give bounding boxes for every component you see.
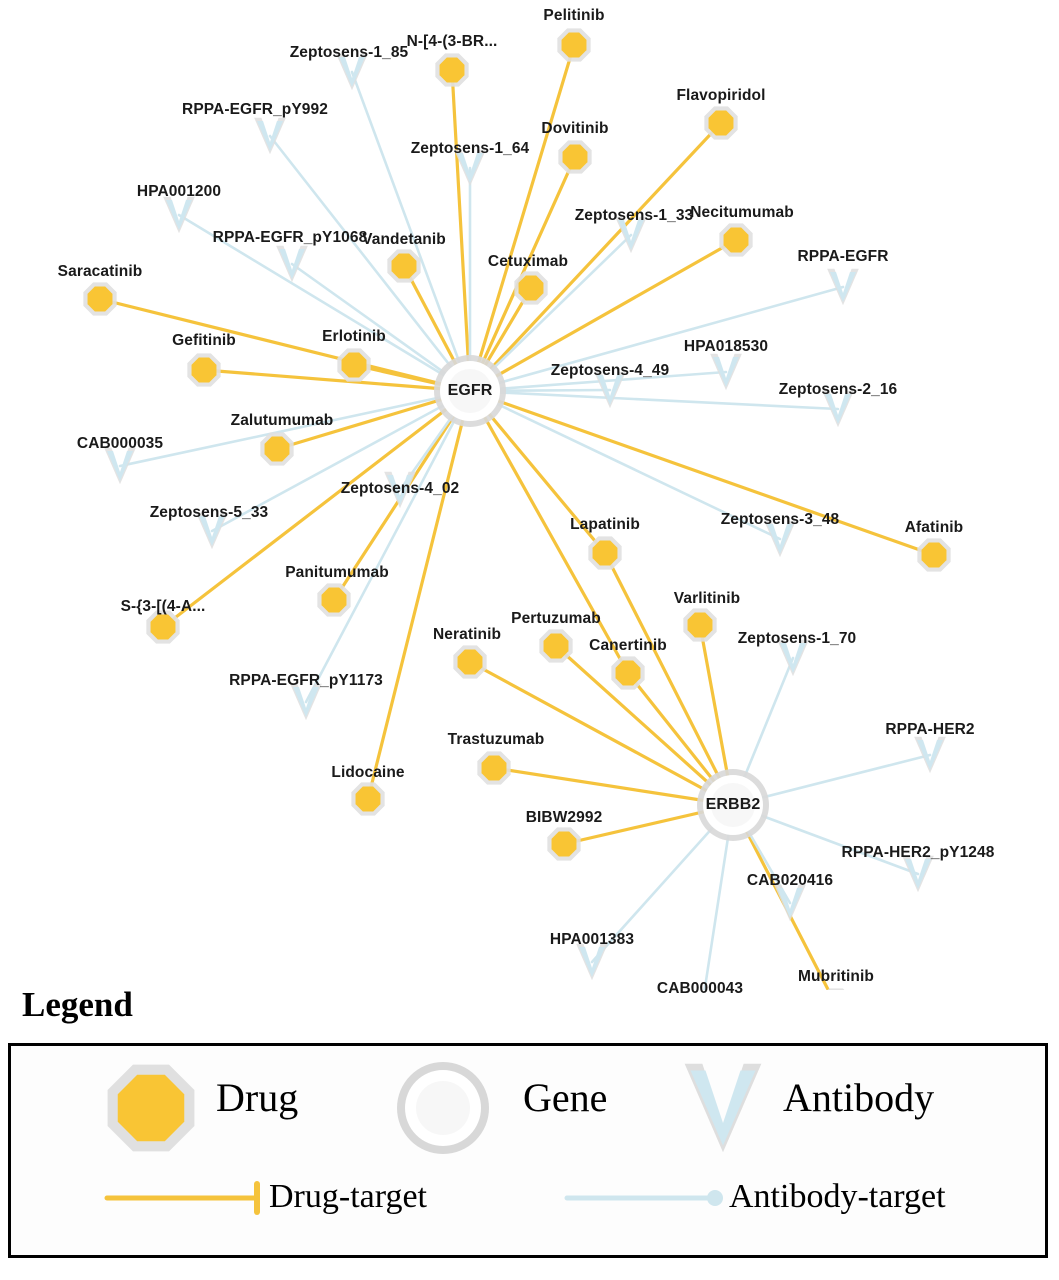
drug-node-label: Cetuximab <box>487 253 569 270</box>
drug-node[interactable] <box>611 656 644 689</box>
drug-node[interactable] <box>83 282 116 315</box>
drug-node[interactable] <box>453 645 486 678</box>
antibody-node-label: Zeptosens-3_48 <box>720 511 840 528</box>
drug-target-edge <box>452 70 470 391</box>
drug-node[interactable] <box>435 53 468 86</box>
antibody-node-label: Zeptosens-1_70 <box>737 630 857 647</box>
drug-node-label: Erlotinib <box>322 328 386 345</box>
drug-node-label: Pelitinib <box>543 7 605 24</box>
drug-node-label: Necitumumab <box>690 204 794 221</box>
legend-antibody-target-edge <box>567 1190 723 1206</box>
drug-node[interactable] <box>557 28 590 61</box>
drug-node[interactable] <box>477 751 510 784</box>
antibody-node-label: HPA018530 <box>683 338 769 355</box>
drug-node[interactable] <box>351 782 384 815</box>
drug-node-label: Zalutumumab <box>230 412 334 429</box>
antibody-node-label: RPPA-EGFR_pY992 <box>182 101 328 118</box>
drug-node-label: Mubritinib <box>798 968 874 985</box>
antibody-node-label: Zeptosens-5_33 <box>149 504 269 521</box>
legend-drug-icon <box>108 1065 195 1152</box>
legend-drug-target-edge <box>107 1184 257 1212</box>
drug-node[interactable] <box>317 583 350 616</box>
legend-gene-icon <box>397 1062 489 1154</box>
drug-node-label: Vandetanib <box>362 231 446 248</box>
drug-node[interactable] <box>558 140 591 173</box>
antibody-node-label: HPA001200 <box>136 183 222 200</box>
drug-node-label: Gefitinib <box>172 332 236 349</box>
drug-node-label: Canertinib <box>589 637 667 654</box>
antibody-node-label: RPPA-EGFR <box>797 248 889 265</box>
drug-node[interactable] <box>387 249 420 282</box>
legend-box <box>8 1043 1048 1258</box>
gene-node-label: ERBB2 <box>705 796 761 813</box>
drug-node-label: Saracatinib <box>57 263 143 280</box>
antibody-node-label: Zeptosens-4_02 <box>340 480 460 497</box>
antibody-node-label: CAB000043 <box>656 980 744 997</box>
antibody-node-label: HPA001383 <box>549 931 635 948</box>
antibody-node-label: CAB000035 <box>76 435 164 452</box>
drug-node[interactable] <box>539 629 572 662</box>
legend-label-gene: Gene <box>523 1075 608 1120</box>
drug-node-label: Panitumumab <box>285 564 389 581</box>
drug-node-label: S-{3-[(4-A... <box>120 598 206 615</box>
drug-node-label: Varlitinib <box>673 590 741 607</box>
legend-label-antibody: Antibody <box>783 1075 935 1120</box>
drug-node[interactable] <box>704 106 737 139</box>
antibody-node-label: RPPA-HER2 <box>885 721 975 738</box>
antibody-node-label: RPPA-EGFR_pY1068 <box>212 229 368 246</box>
drug-node[interactable] <box>337 348 370 381</box>
antibody-target-edge <box>306 391 470 702</box>
drug-node[interactable] <box>260 432 293 465</box>
antibody-node-label: CAB020416 <box>746 872 834 889</box>
legend <box>0 985 1059 1280</box>
legend-antibody-icon <box>685 1064 762 1153</box>
legend-label-antibody-target: Antibody-target <box>729 1178 946 1215</box>
drug-node[interactable] <box>917 538 950 571</box>
gene-node-label: EGFR <box>447 382 493 399</box>
antibody-node-label: Zeptosens-1_33 <box>574 207 694 224</box>
drug-node[interactable] <box>514 271 547 304</box>
drug-node[interactable] <box>547 827 580 860</box>
drug-node-label: Lidocaine <box>331 764 405 781</box>
antibody-node-label: RPPA-HER2_pY1248 <box>841 844 995 861</box>
antibody-node-label: RPPA-EGFR_pY1173 <box>229 672 383 689</box>
drug-node-label: BIBW2992 <box>525 809 603 826</box>
drug-node[interactable] <box>187 353 220 386</box>
antibody-node-label: Zeptosens-1_85 <box>289 44 409 61</box>
drug-node[interactable] <box>719 223 752 256</box>
antibody-node-label: Zeptosens-2_16 <box>778 381 898 398</box>
legend-title: Legend <box>22 985 133 1024</box>
drug-node-label: Neratinib <box>432 626 502 643</box>
legend-label-drug-target: Drug-target <box>269 1178 427 1215</box>
drug-node-label: Flavopiridol <box>676 87 766 104</box>
drug-node-label: Trastuzumab <box>447 731 545 748</box>
drug-node[interactable] <box>683 608 716 641</box>
drug-node-label: Dovitinib <box>541 120 609 137</box>
drug-node-label: Lapatinib <box>570 516 640 533</box>
drug-node-label: Afatinib <box>904 519 964 536</box>
antibody-node-label: Zeptosens-4_49 <box>550 362 670 379</box>
legend-label-drug: Drug <box>216 1075 299 1120</box>
antibody-node-label: Zeptosens-1_64 <box>410 140 530 157</box>
drug-node[interactable] <box>588 536 621 569</box>
drug-node-label: Pertuzumab <box>511 610 601 627</box>
drug-node-label: N-[4-(3-BR... <box>406 33 498 50</box>
